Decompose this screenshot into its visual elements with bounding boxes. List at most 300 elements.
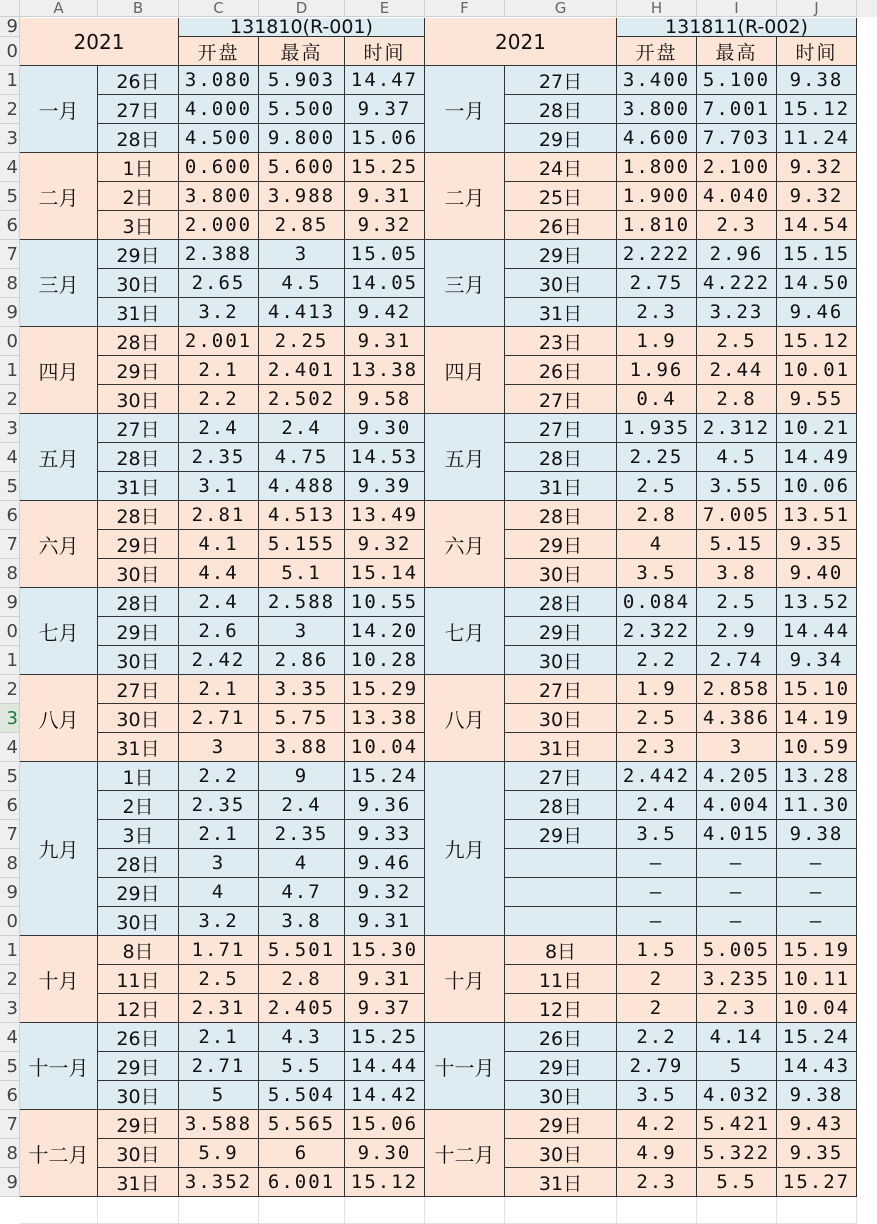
- empty-cell[interactable]: [505, 1197, 617, 1224]
- right-value-cell[interactable]: 3.5: [617, 820, 697, 849]
- left-day-cell[interactable]: 30日: [98, 704, 179, 733]
- left-value-cell[interactable]: 3.080: [179, 66, 259, 95]
- right-value-cell[interactable]: 3: [697, 733, 777, 762]
- left-month-cell[interactable]: 五月: [20, 414, 98, 501]
- right-value-cell[interactable]: 3.800: [617, 95, 697, 124]
- right-day-cell[interactable]: 29日: [505, 1110, 617, 1139]
- left-value-cell[interactable]: 3.2: [179, 907, 259, 936]
- left-month-cell[interactable]: 十月: [20, 936, 98, 1023]
- row-header[interactable]: 1: [0, 356, 20, 385]
- row-header[interactable]: 0: [0, 37, 20, 66]
- row-header[interactable]: 2: [0, 675, 20, 704]
- right-value-cell[interactable]: –: [617, 849, 697, 878]
- row-header[interactable]: 1: [0, 646, 20, 675]
- right-day-cell[interactable]: 28日: [505, 443, 617, 472]
- right-day-cell[interactable]: 31日: [505, 1168, 617, 1197]
- right-value-cell[interactable]: 3.5: [617, 559, 697, 588]
- column-header[interactable]: E: [345, 0, 425, 17]
- right-day-cell[interactable]: 29日: [505, 240, 617, 269]
- left-value-cell[interactable]: 4.4: [179, 559, 259, 588]
- left-value-cell[interactable]: 2.25: [259, 327, 345, 356]
- left-value-cell[interactable]: 2.85: [259, 211, 345, 240]
- right-value-cell[interactable]: 5.005: [697, 936, 777, 965]
- left-day-cell[interactable]: 29日: [98, 240, 179, 269]
- right-value-cell[interactable]: 14.50: [777, 269, 857, 298]
- row-header[interactable]: 2: [0, 385, 20, 414]
- left-value-cell[interactable]: 6.001: [259, 1168, 345, 1197]
- right-value-cell[interactable]: 2.75: [617, 269, 697, 298]
- left-value-cell[interactable]: 9.32: [345, 530, 425, 559]
- left-value-cell[interactable]: 10.55: [345, 588, 425, 617]
- left-value-cell[interactable]: 10.28: [345, 646, 425, 675]
- right-value-cell[interactable]: 4: [617, 530, 697, 559]
- right-day-cell[interactable]: 29日: [505, 820, 617, 849]
- row-header[interactable]: 0: [0, 327, 20, 356]
- right-day-cell[interactable]: 12日: [505, 994, 617, 1023]
- left-value-cell[interactable]: 5.5: [259, 1052, 345, 1081]
- empty-cell[interactable]: [179, 1197, 259, 1224]
- left-value-cell[interactable]: 5.501: [259, 936, 345, 965]
- right-day-cell[interactable]: 28日: [505, 95, 617, 124]
- right-value-cell[interactable]: 5.421: [697, 1110, 777, 1139]
- left-value-cell[interactable]: 5.9: [179, 1139, 259, 1168]
- right-value-cell[interactable]: 9.46: [777, 298, 857, 327]
- right-month-cell[interactable]: 十月: [425, 936, 505, 1023]
- right-value-cell[interactable]: 1.96: [617, 356, 697, 385]
- row-header[interactable]: 9: [0, 298, 20, 327]
- right-value-cell[interactable]: 3.23: [697, 298, 777, 327]
- left-value-cell[interactable]: 2.35: [179, 443, 259, 472]
- left-value-cell[interactable]: 14.20: [345, 617, 425, 646]
- left-value-cell[interactable]: 2.001: [179, 327, 259, 356]
- left-value-cell[interactable]: 14.42: [345, 1081, 425, 1110]
- right-day-cell[interactable]: 11日: [505, 965, 617, 994]
- left-value-cell[interactable]: 9.42: [345, 298, 425, 327]
- right-value-cell[interactable]: 2.79: [617, 1052, 697, 1081]
- column-header[interactable]: C: [179, 0, 259, 17]
- left-value-cell[interactable]: 15.29: [345, 675, 425, 704]
- left-day-cell[interactable]: 26日: [98, 1023, 179, 1052]
- row-header[interactable]: 4: [0, 153, 20, 182]
- right-value-cell[interactable]: 15.15: [777, 240, 857, 269]
- right-value-cell[interactable]: 10.06: [777, 472, 857, 501]
- left-value-cell[interactable]: 5.903: [259, 66, 345, 95]
- right-value-cell[interactable]: –: [697, 907, 777, 936]
- left-value-cell[interactable]: 9.30: [345, 1139, 425, 1168]
- left-value-cell[interactable]: 2.4: [259, 791, 345, 820]
- left-month-cell[interactable]: 四月: [20, 327, 98, 414]
- right-day-cell[interactable]: 30日: [505, 704, 617, 733]
- left-value-cell[interactable]: 2.86: [259, 646, 345, 675]
- right-day-cell[interactable]: 26日: [505, 211, 617, 240]
- left-value-cell[interactable]: 2.1: [179, 820, 259, 849]
- right-value-cell[interactable]: 2.96: [697, 240, 777, 269]
- left-value-cell[interactable]: 4.000: [179, 95, 259, 124]
- left-value-cell[interactable]: 9.46: [345, 849, 425, 878]
- row-header[interactable]: 5: [0, 182, 20, 211]
- left-value-cell[interactable]: 2.388: [179, 240, 259, 269]
- left-day-cell[interactable]: 28日: [98, 501, 179, 530]
- right-value-cell[interactable]: 2.100: [697, 153, 777, 182]
- row-header[interactable]: 7: [0, 1110, 20, 1139]
- right-value-cell[interactable]: 5.5: [697, 1168, 777, 1197]
- left-day-cell[interactable]: 30日: [98, 269, 179, 298]
- right-day-cell[interactable]: 27日: [505, 675, 617, 704]
- right-day-cell[interactable]: 31日: [505, 733, 617, 762]
- right-value-cell[interactable]: 9.55: [777, 385, 857, 414]
- left-month-cell[interactable]: 一月: [20, 66, 98, 153]
- left-value-cell[interactable]: 3: [179, 733, 259, 762]
- right-day-cell[interactable]: 30日: [505, 1081, 617, 1110]
- row-header[interactable]: 3: [0, 704, 20, 733]
- row-header[interactable]: 9: [0, 878, 20, 907]
- left-value-cell[interactable]: 3.588: [179, 1110, 259, 1139]
- right-value-cell[interactable]: 2.222: [617, 240, 697, 269]
- left-day-cell[interactable]: 28日: [98, 588, 179, 617]
- right-month-cell[interactable]: 二月: [425, 153, 505, 240]
- left-month-cell[interactable]: 二月: [20, 153, 98, 240]
- left-value-cell[interactable]: 4.5: [259, 269, 345, 298]
- left-day-cell[interactable]: 30日: [98, 1139, 179, 1168]
- row-header[interactable]: 0: [0, 907, 20, 936]
- left-value-cell[interactable]: 5: [179, 1081, 259, 1110]
- right-value-cell[interactable]: 2.8: [697, 385, 777, 414]
- right-value-cell[interactable]: 10.21: [777, 414, 857, 443]
- left-value-cell[interactable]: 15.06: [345, 124, 425, 153]
- left-value-cell[interactable]: 2.5: [179, 965, 259, 994]
- right-value-cell[interactable]: 14.49: [777, 443, 857, 472]
- left-value-cell[interactable]: 9.800: [259, 124, 345, 153]
- left-value-cell[interactable]: 9.30: [345, 414, 425, 443]
- left-value-cell[interactable]: 9.31: [345, 907, 425, 936]
- left-value-cell[interactable]: 2.4: [179, 588, 259, 617]
- left-value-cell[interactable]: 14.05: [345, 269, 425, 298]
- row-header[interactable]: 8: [0, 269, 20, 298]
- right-value-cell[interactable]: 0.084: [617, 588, 697, 617]
- right-value-cell[interactable]: 4.5: [697, 443, 777, 472]
- left-value-cell[interactable]: 2.8: [259, 965, 345, 994]
- left-value-cell[interactable]: 3.1: [179, 472, 259, 501]
- left-value-cell[interactable]: 2.1: [179, 1023, 259, 1052]
- left-value-cell[interactable]: 3.8: [259, 907, 345, 936]
- right-value-cell[interactable]: 7.001: [697, 95, 777, 124]
- right-value-cell[interactable]: 1.900: [617, 182, 697, 211]
- left-value-cell[interactable]: 5.565: [259, 1110, 345, 1139]
- right-month-cell[interactable]: 三月: [425, 240, 505, 327]
- right-day-cell[interactable]: 30日: [505, 559, 617, 588]
- right-value-cell[interactable]: 1.810: [617, 211, 697, 240]
- row-header[interactable]: 7: [0, 240, 20, 269]
- left-day-cell[interactable]: 12日: [98, 994, 179, 1023]
- right-value-cell[interactable]: 15.12: [777, 327, 857, 356]
- column-header[interactable]: B: [98, 0, 179, 17]
- left-value-cell[interactable]: 5.155: [259, 530, 345, 559]
- right-value-cell[interactable]: 5.100: [697, 66, 777, 95]
- right-value-cell[interactable]: 9.32: [777, 182, 857, 211]
- right-value-cell[interactable]: 2.322: [617, 617, 697, 646]
- left-value-cell[interactable]: 9: [259, 762, 345, 791]
- left-value-cell[interactable]: 2.2: [179, 762, 259, 791]
- right-value-cell[interactable]: 9.38: [777, 1081, 857, 1110]
- right-value-cell[interactable]: 2: [617, 965, 697, 994]
- right-value-cell[interactable]: 3.55: [697, 472, 777, 501]
- right-value-cell[interactable]: 2.25: [617, 443, 697, 472]
- right-value-cell[interactable]: 14.54: [777, 211, 857, 240]
- row-header[interactable]: 3: [0, 414, 20, 443]
- left-value-cell[interactable]: 15.24: [345, 762, 425, 791]
- left-value-cell[interactable]: 15.12: [345, 1168, 425, 1197]
- left-value-cell[interactable]: 15.05: [345, 240, 425, 269]
- left-value-cell[interactable]: 2.71: [179, 1052, 259, 1081]
- right-value-cell[interactable]: 2.9: [697, 617, 777, 646]
- right-value-cell[interactable]: 2.5: [697, 327, 777, 356]
- left-day-cell[interactable]: 28日: [98, 443, 179, 472]
- right-day-cell[interactable]: 31日: [505, 472, 617, 501]
- left-value-cell[interactable]: 2.000: [179, 211, 259, 240]
- right-value-cell[interactable]: 2.5: [697, 588, 777, 617]
- right-day-cell[interactable]: 29日: [505, 530, 617, 559]
- left-day-cell[interactable]: 29日: [98, 878, 179, 907]
- left-day-cell[interactable]: 29日: [98, 617, 179, 646]
- right-day-cell[interactable]: 30日: [505, 1139, 617, 1168]
- right-day-cell[interactable]: [505, 878, 617, 907]
- left-value-cell[interactable]: 5.500: [259, 95, 345, 124]
- row-header[interactable]: 0: [0, 617, 20, 646]
- left-value-cell[interactable]: 3.88: [259, 733, 345, 762]
- left-day-cell[interactable]: 31日: [98, 1168, 179, 1197]
- left-value-cell[interactable]: 3.800: [179, 182, 259, 211]
- right-month-cell[interactable]: 一月: [425, 66, 505, 153]
- right-value-cell[interactable]: –: [697, 849, 777, 878]
- right-day-cell[interactable]: 27日: [505, 414, 617, 443]
- left-value-cell[interactable]: 4.488: [259, 472, 345, 501]
- left-value-cell[interactable]: 9.32: [345, 211, 425, 240]
- left-day-cell[interactable]: 30日: [98, 1081, 179, 1110]
- row-header[interactable]: 1: [0, 66, 20, 95]
- right-value-cell[interactable]: 9.43: [777, 1110, 857, 1139]
- right-value-cell[interactable]: 1.9: [617, 327, 697, 356]
- left-day-cell[interactable]: 27日: [98, 675, 179, 704]
- right-day-cell[interactable]: 28日: [505, 791, 617, 820]
- row-header[interactable]: 4: [0, 443, 20, 472]
- right-value-cell[interactable]: –: [617, 878, 697, 907]
- left-value-cell[interactable]: 9.32: [345, 878, 425, 907]
- empty-cell[interactable]: [697, 1197, 777, 1224]
- right-value-cell[interactable]: 15.27: [777, 1168, 857, 1197]
- left-value-cell[interactable]: 2.1: [179, 675, 259, 704]
- right-day-cell[interactable]: 29日: [505, 124, 617, 153]
- right-value-cell[interactable]: 4.015: [697, 820, 777, 849]
- left-value-cell[interactable]: 3.988: [259, 182, 345, 211]
- left-day-cell[interactable]: 2日: [98, 791, 179, 820]
- right-month-cell[interactable]: 四月: [425, 327, 505, 414]
- left-value-cell[interactable]: 4.513: [259, 501, 345, 530]
- right-value-cell[interactable]: 14.43: [777, 1052, 857, 1081]
- row-header[interactable]: 6: [0, 791, 20, 820]
- left-value-cell[interactable]: 9.33: [345, 820, 425, 849]
- left-day-cell[interactable]: 30日: [98, 559, 179, 588]
- left-month-cell[interactable]: 十二月: [20, 1110, 98, 1197]
- column-header[interactable]: A: [20, 0, 98, 17]
- right-value-cell[interactable]: 2.2: [617, 1023, 697, 1052]
- row-header[interactable]: 7: [0, 820, 20, 849]
- left-value-cell[interactable]: 9.36: [345, 791, 425, 820]
- column-header[interactable]: J: [777, 0, 857, 17]
- right-day-cell[interactable]: 24日: [505, 153, 617, 182]
- left-value-cell[interactable]: 13.38: [345, 356, 425, 385]
- right-day-cell[interactable]: 28日: [505, 501, 617, 530]
- column-header[interactable]: F: [425, 0, 505, 17]
- left-value-cell[interactable]: 14.44: [345, 1052, 425, 1081]
- left-value-cell[interactable]: 15.14: [345, 559, 425, 588]
- right-value-cell[interactable]: –: [777, 907, 857, 936]
- left-value-cell[interactable]: 4.1: [179, 530, 259, 559]
- column-header[interactable]: I: [697, 0, 777, 17]
- right-day-cell[interactable]: 8日: [505, 936, 617, 965]
- left-value-cell[interactable]: 13.49: [345, 501, 425, 530]
- right-value-cell[interactable]: 2.3: [617, 1168, 697, 1197]
- right-month-cell[interactable]: 六月: [425, 501, 505, 588]
- left-value-cell[interactable]: 2.65: [179, 269, 259, 298]
- right-value-cell[interactable]: 4.9: [617, 1139, 697, 1168]
- right-value-cell[interactable]: 4.2: [617, 1110, 697, 1139]
- right-value-cell[interactable]: 2.3: [697, 211, 777, 240]
- right-day-cell[interactable]: [505, 849, 617, 878]
- row-header[interactable]: 6: [0, 501, 20, 530]
- right-day-cell[interactable]: 31日: [505, 298, 617, 327]
- right-value-cell[interactable]: 4.004: [697, 791, 777, 820]
- row-header[interactable]: 8: [0, 849, 20, 878]
- right-day-cell[interactable]: 27日: [505, 762, 617, 791]
- right-value-cell[interactable]: –: [617, 907, 697, 936]
- right-value-cell[interactable]: 1.5: [617, 936, 697, 965]
- right-value-cell[interactable]: 2.4: [617, 791, 697, 820]
- right-month-cell[interactable]: 十一月: [425, 1023, 505, 1110]
- row-header[interactable]: 1: [0, 936, 20, 965]
- row-header[interactable]: 5: [0, 472, 20, 501]
- right-day-cell[interactable]: 26日: [505, 356, 617, 385]
- row-header[interactable]: 6: [0, 1081, 20, 1110]
- left-value-cell[interactable]: 2.4: [259, 414, 345, 443]
- left-day-cell[interactable]: 26日: [98, 66, 179, 95]
- row-header[interactable]: 3: [0, 994, 20, 1023]
- right-value-cell[interactable]: 10.04: [777, 994, 857, 1023]
- right-day-cell[interactable]: 28日: [505, 588, 617, 617]
- right-value-cell[interactable]: 4.040: [697, 182, 777, 211]
- right-value-cell[interactable]: 9.38: [777, 820, 857, 849]
- left-value-cell[interactable]: 2.2: [179, 385, 259, 414]
- right-value-cell[interactable]: 2.8: [617, 501, 697, 530]
- left-value-cell[interactable]: 3: [179, 849, 259, 878]
- right-day-cell[interactable]: 23日: [505, 327, 617, 356]
- left-value-cell[interactable]: 9.37: [345, 95, 425, 124]
- right-value-cell[interactable]: 3.400: [617, 66, 697, 95]
- left-value-cell[interactable]: 10.04: [345, 733, 425, 762]
- left-value-cell[interactable]: 9.31: [345, 182, 425, 211]
- left-value-cell[interactable]: 4.413: [259, 298, 345, 327]
- left-value-cell[interactable]: 3: [259, 240, 345, 269]
- right-value-cell[interactable]: 13.28: [777, 762, 857, 791]
- row-header[interactable]: 3: [0, 124, 20, 153]
- right-value-cell[interactable]: 2.5: [617, 704, 697, 733]
- left-value-cell[interactable]: 9.31: [345, 327, 425, 356]
- left-day-cell[interactable]: 31日: [98, 298, 179, 327]
- empty-cell[interactable]: [345, 1197, 425, 1224]
- left-value-cell[interactable]: 2.42: [179, 646, 259, 675]
- right-value-cell[interactable]: 15.10: [777, 675, 857, 704]
- empty-cell[interactable]: [20, 1197, 98, 1224]
- right-value-cell[interactable]: 4.222: [697, 269, 777, 298]
- right-value-cell[interactable]: 1.800: [617, 153, 697, 182]
- left-value-cell[interactable]: 0.600: [179, 153, 259, 182]
- row-header[interactable]: 7: [0, 530, 20, 559]
- row-header[interactable]: 8: [0, 1139, 20, 1168]
- right-value-cell[interactable]: 10.59: [777, 733, 857, 762]
- right-day-cell[interactable]: 26日: [505, 1023, 617, 1052]
- right-month-cell[interactable]: 五月: [425, 414, 505, 501]
- right-month-cell[interactable]: 七月: [425, 588, 505, 675]
- left-day-cell[interactable]: 1日: [98, 153, 179, 182]
- right-value-cell[interactable]: 9.32: [777, 153, 857, 182]
- row-header[interactable]: 2: [0, 95, 20, 124]
- right-value-cell[interactable]: 1.935: [617, 414, 697, 443]
- row-header[interactable]: 9: [0, 17, 20, 37]
- left-value-cell[interactable]: 2.401: [259, 356, 345, 385]
- left-month-cell[interactable]: 八月: [20, 675, 98, 762]
- right-value-cell[interactable]: 4.14: [697, 1023, 777, 1052]
- right-value-cell[interactable]: 2.3: [617, 733, 697, 762]
- left-value-cell[interactable]: 2.1: [179, 356, 259, 385]
- left-value-cell[interactable]: 6: [259, 1139, 345, 1168]
- right-month-cell[interactable]: 十二月: [425, 1110, 505, 1197]
- column-header[interactable]: H: [617, 0, 697, 17]
- left-value-cell[interactable]: 3.352: [179, 1168, 259, 1197]
- left-day-cell[interactable]: 3日: [98, 820, 179, 849]
- right-value-cell[interactable]: 2.2: [617, 646, 697, 675]
- left-value-cell[interactable]: 15.06: [345, 1110, 425, 1139]
- right-value-cell[interactable]: 15.24: [777, 1023, 857, 1052]
- right-day-cell[interactable]: [505, 907, 617, 936]
- left-value-cell[interactable]: 2.71: [179, 704, 259, 733]
- left-value-cell[interactable]: 2.405: [259, 994, 345, 1023]
- row-header[interactable]: 6: [0, 211, 20, 240]
- left-day-cell[interactable]: 29日: [98, 356, 179, 385]
- left-value-cell[interactable]: 4.75: [259, 443, 345, 472]
- left-day-cell[interactable]: 30日: [98, 907, 179, 936]
- left-value-cell[interactable]: 1.71: [179, 936, 259, 965]
- column-header[interactable]: D: [259, 0, 345, 17]
- left-day-cell[interactable]: 27日: [98, 414, 179, 443]
- right-value-cell[interactable]: 9.38: [777, 66, 857, 95]
- left-value-cell[interactable]: 5.1: [259, 559, 345, 588]
- select-all-corner[interactable]: [0, 0, 20, 17]
- left-value-cell[interactable]: 4: [179, 878, 259, 907]
- right-value-cell[interactable]: 2.74: [697, 646, 777, 675]
- left-value-cell[interactable]: 4: [259, 849, 345, 878]
- right-value-cell[interactable]: 11.30: [777, 791, 857, 820]
- left-value-cell[interactable]: 3.2: [179, 298, 259, 327]
- right-value-cell[interactable]: 2.858: [697, 675, 777, 704]
- left-value-cell[interactable]: 5.504: [259, 1081, 345, 1110]
- left-day-cell[interactable]: 31日: [98, 733, 179, 762]
- left-value-cell[interactable]: 2.4: [179, 414, 259, 443]
- empty-cell[interactable]: [617, 1197, 697, 1224]
- left-day-cell[interactable]: 2日: [98, 182, 179, 211]
- right-value-cell[interactable]: –: [697, 878, 777, 907]
- column-header[interactable]: G: [505, 0, 617, 17]
- right-value-cell[interactable]: 3.235: [697, 965, 777, 994]
- row-header[interactable]: 5: [0, 762, 20, 791]
